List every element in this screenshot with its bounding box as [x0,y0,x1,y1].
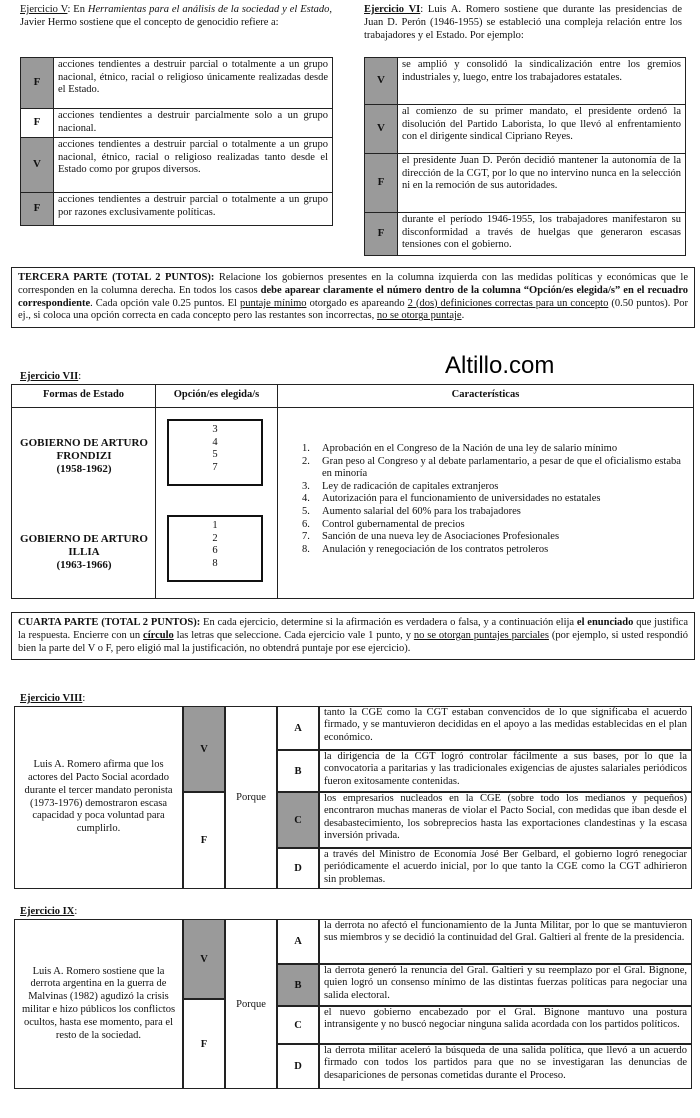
option-letter-label: C [294,1019,302,1031]
characteristic-number: 3. [302,480,310,492]
gov-illia [18,533,150,573]
true-label: V [200,953,208,965]
ex7-header-forms: Formas de Estado [42,389,125,400]
porque-cell [225,706,277,889]
part4-t5: las letras que seleccione. Cada ejercicio vale 1 punto, y [173,629,414,641]
option-number: 1 [212,520,218,531]
vf-answer-label[interactable]: V [365,105,398,154]
ex5-heading: Ejercicio V [20,4,68,15]
ex9-colon: : [74,906,78,917]
statement-cell [14,919,183,1089]
vf-row [21,109,333,138]
vf-statement: acciones tendientes a destruir parcial o totalmente a un grupo por razones exclusivamente políticas. [54,193,333,226]
vf-answer-label[interactable]: F [21,193,54,226]
vf-statement: durante el período 1946-1955, los trabajadores manifestaron su disconformidad a través de huelgas que generaron escasas tensiones con el gobierno. [398,213,686,256]
option-letter-b[interactable] [277,964,319,1006]
vf-row [21,58,333,109]
vf-row [365,154,686,213]
vf-statement: acciones tendientes a destruir parcial o totalmente a un grupo nacional, étnico, racial o religioso realizadas tanto desde el Estado como por grupos diversos. [54,138,333,193]
characteristic-text: Autorización para el funcionamiento de universidades no estatales [322,493,601,505]
false-option[interactable] [183,792,225,889]
characteristic-number: 8. [302,543,310,555]
characteristic-item [302,443,687,456]
vf-answer-label[interactable]: V [365,58,398,105]
vf-row [365,213,686,256]
ex7-table [11,384,694,599]
gov-frondizi-years: (1958-1962) [56,463,112,476]
ex5-intro [20,3,332,29]
ex8-heading-line [20,693,85,704]
gov-illia-years: (1963-1966) [56,559,112,572]
option-letter-label: B [294,765,302,777]
ex7-heading: Ejercicio VII [20,371,79,382]
characteristic-text: Aprobación en el Congreso de la Nación de una ley de salario mínimo [322,443,618,454]
part4-t4: círculo [143,629,174,641]
characteristic-number: 4. [302,493,310,505]
option-text-content: el nuevo gobierno encabezado por el Gral. Bignone mantuvo una postura intransigente y no buscó negociar ninguna salida acordada con los partidos políticos. [324,1007,687,1031]
characteristic-item [302,519,687,532]
option-letter-d[interactable] [277,1044,319,1089]
vf-row [365,105,686,154]
false-option[interactable] [183,999,225,1089]
option-letter-label: C [294,814,302,826]
ex5-intro-italic: Herramientas para el análisis de la sociedad y el Estado [87,4,330,15]
characteristic-text: Anulación y renegociación de los contratos petroleros [322,543,549,555]
option-text-content: los empresarios nucleados en la CGE (sobre todo los medianos y pequeños) encontraron muchas maneras de violar el Pacto Social, con medidas que iban desde el desabastecimiento, los sobreprecios hasta las exportaciones clandestinas y la escasa inversión privada. [324,793,687,842]
ex8-block [14,706,692,889]
vf-answer-label[interactable]: V [21,138,54,193]
vf-statement: acciones tendientes a destruir parcialmente solo a un grupo nacional. [54,109,333,138]
part4-t1: En cada ejercicio, determine si la afirmación es verdadera o falsa, y a continuación elija [200,617,577,628]
statement-text: Luis A. Romero sostiene que la derrota argentina en la guerra de Malvinas (1982) agudizó la crisis militar e hizo públicos los conflictos ocultos, hasta ese momento, para el resto de la sociedad. [21,965,176,1041]
part3-box [11,267,695,328]
false-label: F [200,835,208,846]
option-text [319,919,692,964]
characteristic-number: 5. [302,505,310,517]
characteristic-item [302,506,687,519]
part4-title: CUARTA PARTE (TOTAL 2 PUNTOS): [18,617,201,628]
option-text [319,1006,692,1044]
part3-t2: debe aparear claramente el número dentro de la columna “Opción/es elegida/s” en el recuadro correspondiente [18,284,688,309]
characteristic-number: 2. [302,455,310,467]
option-number: 6 [212,545,218,557]
part3-title: TERCERA PARTE (TOTAL 2 PUNTOS): [18,272,215,283]
characteristic-text: Ley de radicación de capitales extranjeros [322,480,499,492]
vf-statement: acciones tendientes a destruir parcial o totalmente a un grupo nacional, étnico, racial o religioso únicamente realizadas desde el Estado. [54,58,333,109]
option-letter-label: A [294,722,302,734]
characteristic-text: Control gubernamental de precios [322,518,465,530]
ex8-colon: : [82,693,86,704]
part3-t3: . Cada opción vale 0.25 puntos. El [90,297,240,309]
ex5-table [20,57,333,226]
characteristic-item [302,456,687,481]
characteristic-item [302,493,687,506]
option-text [319,1044,692,1089]
ex8-heading: Ejercicio VIII [20,693,83,704]
option-text [319,750,692,792]
vf-row [21,138,333,193]
options-box-illia[interactable] [167,515,263,582]
vf-row [21,193,333,226]
part3-t5: otorgado es apareando [306,297,408,309]
option-letter-label: D [294,863,302,874]
characteristic-item [302,531,687,544]
ex6-heading: Ejercicio VI [364,4,421,15]
ex5-intro-a: : En [67,4,88,15]
true-option[interactable] [183,706,225,792]
characteristic-text: Sanción de una nueva ley de Asociaciones Profesionales [322,531,560,543]
ex5-intro-b: , Javier Hermo sostiene que el concepto de genocidio refiere a: [20,4,332,29]
ex6-intro-text: : Luis A. Romero sostiene que durante las presidencias de Juan D. Perón (1946-1955) se estableció una compleja relación entre los trabajadores y el Estado. Por ejemplo: [364,4,682,42]
vf-answer-label[interactable]: F [21,109,54,138]
false-label: F [200,1038,208,1050]
ex7-colon: : [78,371,82,382]
part3-t6: 2 (dos) definiciones correctas para un concepto [407,297,609,309]
watermark: Altillo.com [445,352,555,379]
option-letter-label: D [294,1061,302,1072]
option-text-content: la derrota generó la renuncia del Gral. Galtieri y su reemplazo por el Gral. Bignone, quien logró un consenso mínimo de las distintas fuerzas políticas para negociar una salida electoral. [324,965,687,1001]
gov-frondizi [18,437,150,477]
vf-answer-label[interactable]: F [365,213,398,256]
gov-illia-name: GOBIERNO DE ARTURO ILLIA [20,533,148,559]
part4-box [11,612,695,660]
ex9-block [14,919,692,1089]
part4-t2: el enunciado [576,617,634,628]
ex6-intro [364,3,682,42]
option-number: 4 [212,436,218,448]
vf-statement: al comienzo de su primer mandato, el presidente ordenó la disolución del Partido Laborista, lo que llevó al enfrentamiento con el dirigente sindical Cipriano Reyes. [398,105,686,154]
option-letter-d[interactable] [277,848,319,889]
characteristic-item [302,544,687,557]
characteristic-number: 1. [302,443,310,454]
ex6-table [364,57,686,256]
ex9-heading: Ejercicio IX [20,906,75,917]
part4-t7: (por ejemplo, si usted respondió bien la parte del V o F, pero eligió mal la justificación, no obtendrá puntaje por ese ejercicio). [18,629,688,654]
ex7-header-characteristics: Características [451,389,520,400]
part3-t9: . [461,310,465,322]
option-letter-label: A [294,936,302,947]
option-letter-c[interactable] [277,1006,319,1044]
statement-cell [14,706,183,889]
option-text-content: la derrota no afectó el funcionamiento de la Junta Militar, por lo que se mantuvieron sus miembros y se decidió la continuidad del Gral. Galtieri al frente de la presidencia. [324,920,687,944]
option-text-content: tanto la CGE como la CGT estaban convencidos de lo que significaba el acuerdo firmado, y se mantuvieron decididas en el apoyo a las medidas establecidas en el plan económico. [324,707,687,743]
ex7-heading-line [20,371,81,382]
option-text [319,848,692,889]
characteristics-list [302,443,687,556]
option-text [319,792,692,848]
option-letter-label: B [294,979,302,991]
ex9-heading-line [20,906,77,917]
vf-statement: el presidente Juan D. Perón decidió mantener la autonomía de la dirección de la CGT, por lo que no intervino nunca en la selección ni en la remoción de sus autoridades. [398,154,686,213]
option-number: 5 [212,449,218,461]
characteristic-number: 6. [302,518,310,530]
characteristic-text: Gran peso al Congreso y al debate parlamentario, a pesar de que el oficialismo estaba en minoría [322,455,681,480]
characteristic-text: Aumento salarial del 60% para los trabajadores [322,505,521,517]
vf-answer-label[interactable]: F [21,58,54,109]
vf-statement: se amplió y consolidó la sindicalización entre los gremios industriales y, luego, entre los trabajadores estatales. [398,58,686,105]
options-box-frondizi[interactable] [167,419,263,486]
vf-answer-label[interactable]: F [365,154,398,213]
option-letter-a[interactable] [277,919,319,964]
option-number: 3 [212,424,218,435]
vf-row [365,58,686,105]
true-label: V [200,743,208,755]
part3-t1: Relacione los gobiernos presentes en la columna izquierda con las medidas políticas y económicas que le corresponden en la columna derecha. En todos los casos [18,272,688,296]
part3-t4: puntaje mínimo [239,297,307,309]
gov-frondizi-name: GOBIERNO DE ARTURO FRONDIZI [20,437,148,463]
part4-t3: que justifica la respuesta. Encierre con un [18,617,688,641]
part3-t8: no se otorga puntaje [376,310,462,322]
option-text-content: la dirigencia de la CGT logró controlar fácilmente a sus bases, por lo que la convocatoria a paritarias y las tradicionales exigencias de ajustes salariales periódicos fueron exitosamente contenidas. [324,751,687,787]
option-text [319,706,692,750]
option-letter-c[interactable] [277,792,319,848]
true-option[interactable] [183,919,225,999]
part4-t6: no se otorgan puntajes parciales [413,629,549,641]
statement-text: Luis A. Romero afirma que los actores del Pacto Social acordado durante el tercer mandato peronista (1973-1976) demostraron escasa capacidad y poca voluntad para cumplirlo. [24,759,173,835]
option-number: 2 [212,532,218,544]
porque-cell [225,919,277,1089]
part3-t7: (0.50 puntos). Por ej., si coloca una opción correcta en cada concepto pero las restantes son incorrectas, [18,297,688,322]
option-text-content: a través del Ministro de Economía José Ber Gelbard, el gobierno logró renegociar periódicamente el acuerdo inicial, por lo que tanto la CGE como la CGT adhirieron sin problemas. [324,849,687,885]
option-number: 8 [212,557,218,569]
option-text [319,964,692,1006]
porque-label: Porque [236,998,266,1010]
porque-label: Porque [236,792,266,803]
characteristic-item [302,481,687,494]
characteristic-number: 7. [302,531,310,543]
option-letter-a[interactable] [277,706,319,750]
ex7-header-options: Opción/es elegida/s [173,389,260,400]
option-text-content: la derrota militar aceleró la búsqueda de una salida política, que llevó a un acuerdo firmado con todos los partidos para que no se investigaran las denuncias de desapariciones de personas cometidas durante el Proceso. [324,1045,687,1081]
option-letter-b[interactable] [277,750,319,792]
option-number: 7 [212,461,218,473]
